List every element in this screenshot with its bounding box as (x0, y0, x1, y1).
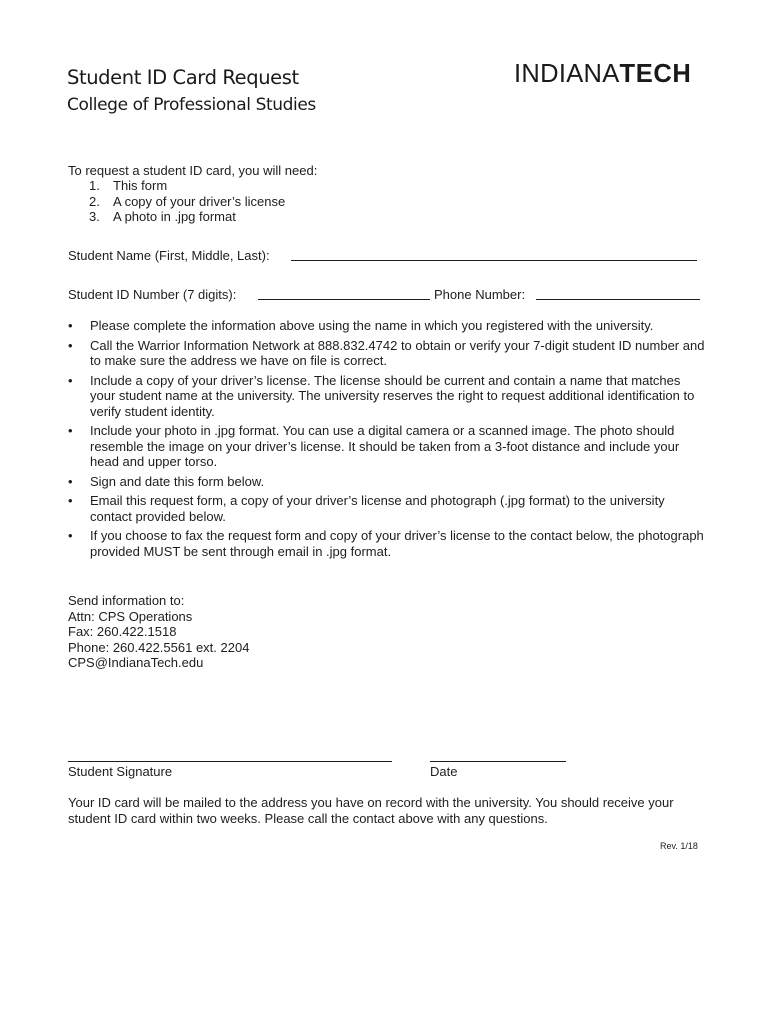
contact-heading: Send information to: (68, 593, 185, 608)
logo-text-indiana: INDIANA (514, 60, 620, 88)
instruction-text: Include your photo in .jpg format. You can use a digital camera or a scanned image. The photo should resemble the image on your driver’s license. It should be taken from a 3-foot distance and include your head and upper torso. (90, 423, 680, 469)
list-item-number: 3. (89, 209, 100, 224)
page-subtitle: College of Professional Studies (67, 95, 316, 115)
instruction-text: Email this request form, a copy of your driver’s license and photograph (.jpg format) to the university contact provided below. (90, 493, 665, 524)
logo-text-tech: TECH (619, 60, 692, 88)
list-item (68, 338, 708, 369)
date-field[interactable] (430, 761, 566, 762)
list-item (68, 423, 708, 470)
contact-attn: Attn: CPS Operations (68, 608, 193, 624)
signature-field[interactable] (68, 761, 392, 762)
instruction-text: If you choose to fax the request form and copy of your driver’s license to the contact below, the photograph provided MUST be sent through email in .jpg format. (90, 528, 704, 559)
bullet-dot: • (68, 423, 73, 438)
bullet-dot: • (68, 337, 73, 353)
page-title: Student ID Card Request (67, 66, 299, 89)
closing-note: Your ID card will be mailed to the address you have on record with the university. You should receive your student ID card within two weeks. Please call the contact above with any questions. (68, 795, 674, 826)
bullet-dot: • (68, 473, 73, 489)
instruction-text: Sign and date this form below. (90, 473, 265, 489)
list-item-text: This form (113, 178, 168, 193)
contact-block (68, 593, 249, 671)
contact-phone: Phone: 260.422.5561 ext. 2204 (68, 639, 250, 655)
list-item (68, 318, 708, 334)
student-name-field[interactable] (291, 260, 697, 261)
instruction-text: Call the Warrior Information Network at 888.832.4742 to obtain or verify your 7-digit student ID number and to make sure the address we have on file is correct. (90, 337, 705, 368)
list-item-text: A copy of your driver’s license (113, 193, 286, 209)
student-name-label: Student Name (First, Middle, Last): (68, 248, 270, 263)
revision-label: Rev. 1/18 (660, 841, 698, 851)
list-item (68, 474, 708, 490)
list-item (68, 373, 708, 420)
intro-text: To request a student ID card, you will need: (68, 163, 318, 178)
bullet-dot: • (68, 493, 73, 508)
student-id-label: Student ID Number (7 digits): (68, 287, 237, 302)
bullet-dot: • (68, 528, 73, 543)
phone-number-label: Phone Number: (434, 287, 526, 302)
bullet-dot: • (68, 318, 73, 333)
student-id-field[interactable] (258, 299, 430, 300)
contact-fax: Fax: 260.422.1518 (68, 624, 177, 639)
list-item-text: A photo in .jpg format (113, 209, 236, 224)
phone-number-field[interactable] (536, 299, 700, 300)
list-item-number: 2. (89, 193, 100, 209)
list-item (68, 493, 708, 524)
contact-email-link[interactable]: CPS@IndianaTech.edu (68, 655, 204, 670)
bullet-dot: • (68, 372, 73, 388)
instruction-text: Please complete the information above using the name in which you registered with the university. (90, 318, 654, 333)
instruction-text: Include a copy of your driver’s license. The license should be current and contain a name that matches your student name at the university. The university reserves the right to request additional identification to verify student identity. (90, 372, 695, 419)
instructions-list (68, 318, 708, 563)
signature-label: Student Signature (68, 764, 173, 779)
indiana-tech-logo (514, 60, 691, 89)
list-item (68, 528, 708, 559)
list-item-number: 1. (89, 178, 100, 193)
date-label: Date (430, 764, 458, 779)
